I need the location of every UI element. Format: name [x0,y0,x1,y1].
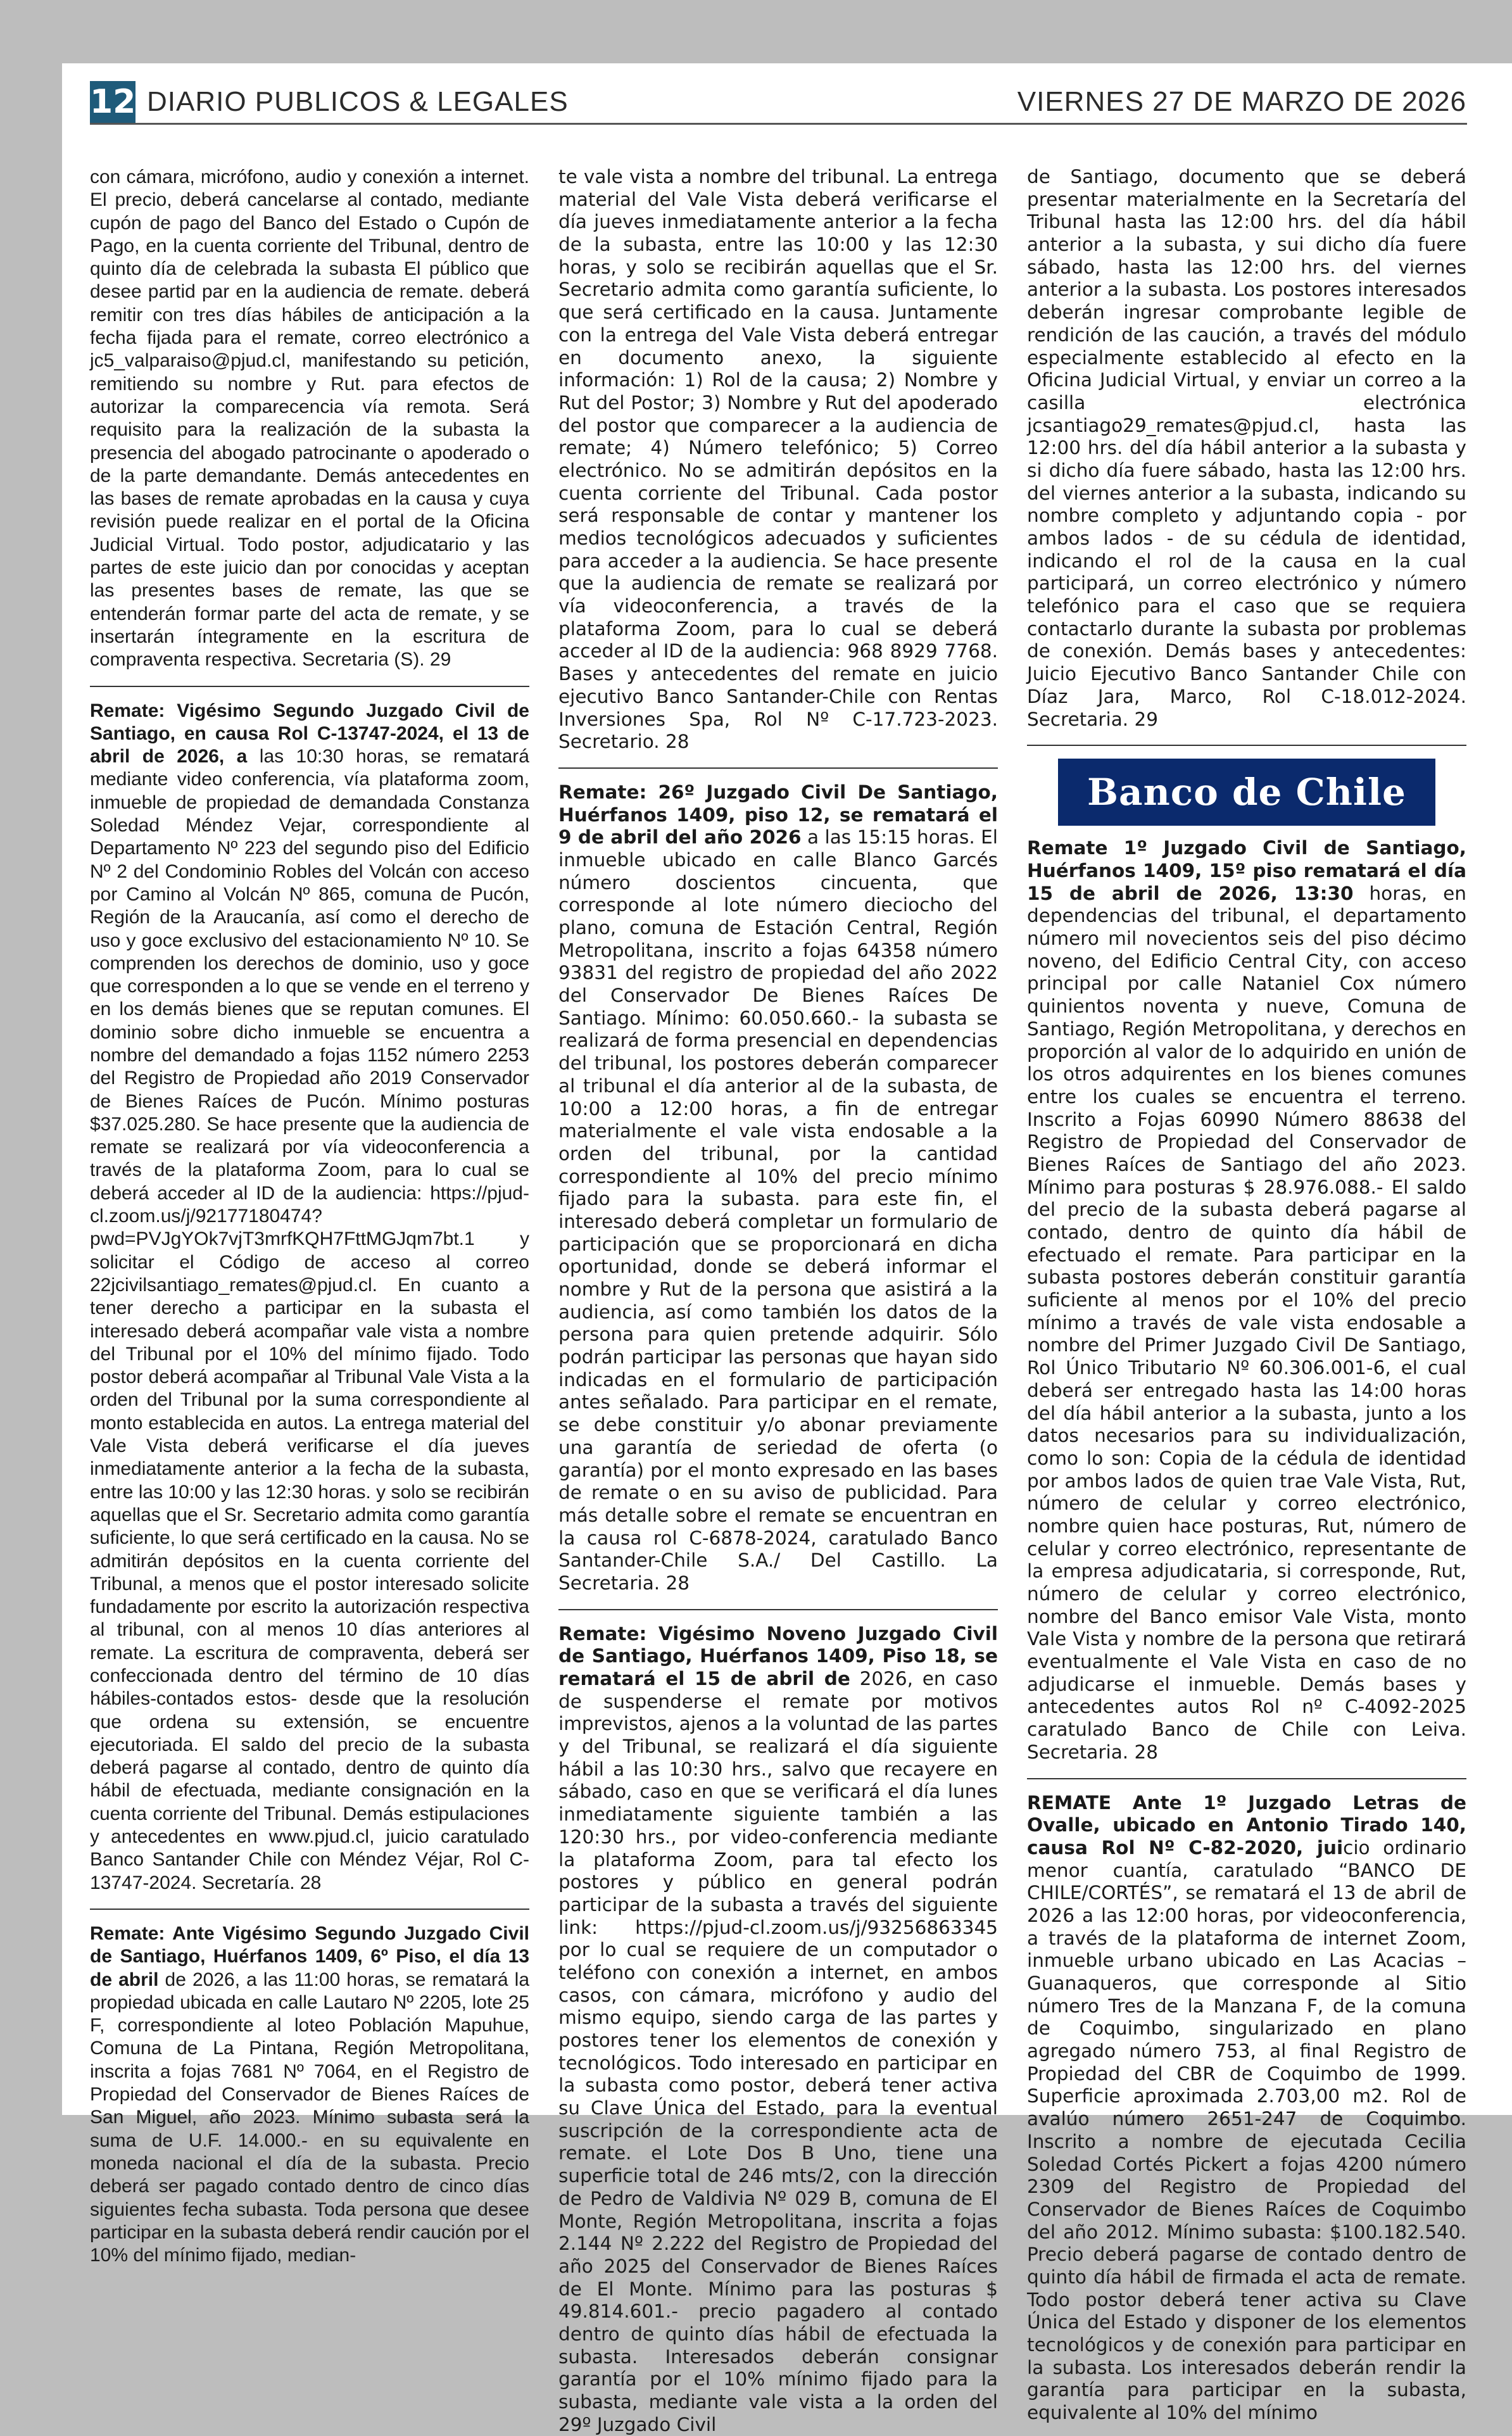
notice [90,1922,529,2267]
banco-de-chile-logo: Banco de Chile [1058,759,1435,826]
notice-body: horas, en dependencias del tribunal, el departamento número mil novecientos seis del piso décimo noveno, del Edificio Central City, con acceso principal por calle Nataniel Cox número quinientos noventa y nueve, Comuna de Santiago, Región Metropolitana, y derechos en proporción al valor de lo adquirido en unión de los otros adquirentes en los bienes comunes entre los cuales se encuentra el terreno. Inscrito a Fojas 60990 Número 88638 del Registro de Propiedad del Conservador de Bienes Raíces de Santiago del año 2023. Mínimo para posturas $ 28.976.088.- El saldo del precio de la subasta deberá pagarse al contado, dentro de quinto día hábil de efectuado el remate. Para participar en la subasta postores deberán constituir garantía suficiente al menos por el 10% del precio mínimo a través de vale vista endosable a nombre del Primer Juzgado Civil De Santiago, Rol Único Tributario Nº 60.306.001-6, el cual deberá ser entregado hasta las 14:00 horas del día hábil anterior a la subasta, junto a los datos necesarios para su individualización, como lo son: Copia de la cédula de identidad por ambos lados de quien trae Vale Vista, Rut, número de celular y correo electrónico, nombre quien hace posturas, Rut, número de celular y correo electrónico, representante de la empresa adjudicataria, si corresponde, Rut, número de celular y correo electrónico, nombre del Banco emisor Vale Vista, monto Vale Vista y nombre de la persona que retirará eventualmente el Vale Vista en caso de no adjudicarse el inmueble. Demás bases y antecedentes autos Rol nº C-4092-2025 caratulado Banco de Chile con Leiva. Secretaria. 28 [1027,882,1466,1763]
notice-divider [1027,745,1466,746]
notice-lead: Remate: Vigésimo Noveno Juzgado Civil de Santiago, Huérfanos 1409, Piso 18, se rematará el 15 de abril de [558,1622,998,1689]
publication-title: DIARIO PUBLICOS & LEGALES [147,86,569,117]
publication-date: VIERNES 27 DE MARZO DE 2026 [1017,86,1466,117]
notice [90,700,529,1895]
notice [558,781,998,1595]
notice-body: a las 15:15 horas. El inmueble ubicado en calle Blanco Garcés número doscientos cincuenta, que corresponde al lote número dieciocho del plano, comuna de Estación Central, Región Metropolitana, inscrito a fojas 64358 número 93831 del registro de propiedad del año 2022 del Conservador De Bienes Raíces De Santiago. Mínimo: 60.050.660.- la subasta se realizará de forma presencial en dependencias del tribunal, los postores deberán comparecer al tribunal el día anterior al de la subasta, de 10:00 a 12:00 horas, a fin de entregar materialmente el vale vista endosable a la orden del tribunal, por la cantidad correspondiente al 10% del precio mínimo fijado para la subasta. para este fin, el interesado deberá completar un formulario de participación que se proporcionará en dicha oportunidad, donde se deberá informar el nombre y Rut de la persona que asistirá a la audiencia, así como también los datos de la persona para quien pretende adquirir. Sólo podrán participar las personas que hayan sido indicadas en el formulario de participación antes señalado. Para participar en el remate, se debe constituir y/o abonar previamente una garantía de seriedad de oferta (o garantía) por el monto expresado en las bases de remate o en su aviso de publicidad. Para más detalle sobre el remate se encuentran en la causa rol C-6878-2024, caratulado Banco Santander-Chile S.A./ Del Castillo. La Secretaria. 28 [558,826,998,1594]
column-1 [90,166,529,2266]
notice-continuation: te vale vista a nombre del tribunal. La entrega material del Vale Vista deberá verificarse el día jueves inmediatamente anterior a la fecha de la subasta, entre las 10:00 y las 12:30 horas, y solo se recibirán aquellas que el Sr. Secretario admita como garantía suficiente, lo que será certificado en la causa. Juntamente con la entrega del Vale Vista deberá entregar en documento anexo, la siguiente información: 1) Rol de la causa; 2) Nombre y Rut del Postor; 3) Nombre y Rut del apoderado del postor que comparecer a la audiencia de remate; 4) Número telefónico; 5) Correo electrónico. No se admitirán depósitos en la cuenta corriente del Tribunal. Cada postor será responsable de contar y mantener los medios tecnológicos adecuados y suficientes para acceder a la audiencia. Se hace presente que la audiencia de remate se realizará por vía videoconferencia, a través de la plataforma Zoom, para lo cual se deberá acceder al ID de la audiencia: 968 8929 7768. Bases y antecedentes del remate en juicio ejecutivo Banco Santander-Chile con Rentas Inversiones Spa, Rol Nº C-17.723-2023. Secretario. 28 [558,166,998,753]
notice-body: de 2026, a las 11:00 horas, se rematará la propiedad ubicada en calle Lautaro Nº 2205, lote 25 F, correspondiente al loteo Población Mapuhue, Comuna de La Pintana, Región Metropolitana, inscrita a fojas 7681 Nº 7064, en el Registro de Propiedad del Conservador de Bienes Raíces de San Miguel, año 2023. Mínimo subasta será la suma de U.F. 14.000.- en su equivalente en moneda nacional el día de la subasta. Precio deberá ser pagado contado dentro de cinco días siguientes fecha subasta. Toda persona que desee participar en la subasta deberá rendir caución por el 10% del mínimo fijado, median- [90,1969,529,2266]
notice-divider [90,1909,529,1910]
notice-lead: Remate 1º Juzgado Civil de Santiago, Huérfanos 1409, 15º piso rematará el día 15 de abril de 2026, 13:30 [1027,837,1466,904]
notice [1027,1792,1466,2425]
column-2 [558,166,998,2435]
notice-divider [558,767,998,769]
column-3 [1027,166,1466,2424]
notice-lead: Remate: 26º Juzgado Civil De Santiago, Huérfanos 1409, piso 12, se rematará el 9 de abril del año 2026 [558,781,998,849]
notice-divider [1027,1778,1466,1779]
notice-divider [90,686,529,687]
page-number: 12 [90,81,135,123]
notice-body: las 10:30 horas, se rematará mediante video conferencia, vía plataforma zoom, inmueble de propiedad de demandada Constanza Soledad Méndez Vejar, correspondiente al Departamento Nº 223 del segundo piso del Edificio Nº 2 del Condominio Robles del Volcán con acceso por Camino al Volcán Nº 865, comuna de Pucón, Región de la Araucanía, así como el derecho de uso y goce exclusivo del estacionamiento Nº 10. Se comprenden los derechos de dominio, uso y goce que corresponden a lo que se vende en el terreno y en los demás bienes que se reputan comunes. El dominio sobre dicho inmueble se encuentra a nombre del demandado a fojas 1152 número 2253 del Registro de Propiedad año 2019 Conservador de Bienes Raíces de Pucón. Mínimo posturas $37.025.280. Se hace presente que la audiencia de remate se realizará por vía videoconferencia a través de la plataforma Zoom, para lo cual se deberá acceder al ID de la audiencia: https://pjud-cl.zoom.us/j/92177180474?pwd=PVJgYOk7vjT3mrfKQH7FttMGJqm7bt.1 y solicitar el Código de acceso al correo 22jcivilsantiago_remates@pjud.cl. En cuanto a tener derecho a participar en la subasta el interesado deberá acompañar vale vista a nombre del Tribunal por el 10% del mínimo fijado. Todo postor deberá acompañar al Tribunal Vale Vista a la orden del Tribunal por la suma correspondiente al monto establecida en autos. La entrega material del Vale Vista deberá verificarse el día jueves inmediatamente anterior a la fecha de la subasta, entre las 10:00 y las 12:30 horas. y solo se recibirán aquellas que el Sr. Secretario admita como garantía suficiente, lo que será certificado en la causa. No se admitirán depósitos en la cuenta corriente del Tribunal, a menos que el postor interesado solicite fundadamente por escrito la autorización respectiva al tribunal, con al menos 10 días anteriores al remate. La escritura de compraventa, deberá ser confeccionada dentro del término de 10 días hábiles-contados estos- desde que la resolución que ordena su extensión, se encuentre ejecutoriada. El saldo del precio de la subasta deberá pagarse al contado, dentro de quinto día hábil de efectuada, mediante consignación en la cuenta corriente del Tribunal. Demás estipulaciones y antecedentes en www.pjud.cl, juicio caratulado Banco Santander Chile con Méndez Véjar, Rol C-13747-2024. Secretaría. 28 [90,746,529,1893]
notice-divider [558,1609,998,1610]
notice-lead: REMATE Ante 1º Juzgado Letras de Ovalle, ubicado en Antonio Tirado 140, causa Rol Nº C-82-2020, jui [1027,1791,1466,1859]
bank-logo-wrap [1027,759,1466,826]
notice [1027,837,1466,1764]
notice-continuation: con cámara, micrófono, audio y conexión a internet. El precio, deberá cancelarse al contado, mediante cupón de pago del Banco del Estado o Cupón de Pago, en la cuenta corriente del Tribunal, dentro de quinto día de celebrada la subasta El público que desee partid par en la audiencia de remate. deberá remitir con tres días hábiles de anticipación a la fecha fijada para el remate, correo electrónico a jc5_valparaiso@pjud.cl, manifestando su petición, remitiendo su nombre y Rut. para efectos de autorizar la comparecencia vía remota. Será requisito para la realización de la subasta la presencia del abogado patrocinante o apoderado o de la parte demandante. Demás antecedentes en las bases de remate aprobadas en la causa y cuya revisión puede realizar en el portal de la Oficina Judicial Virtual. Todo postor, adjudicatario y las partes de este juicio dan por conocidas y aceptan las presentes bases de remate, las que se entenderán formar parte del acta de remate, y se insertarán íntegramente en la escritura de compraventa respectiva. Secretaria (S). 29 [90,167,529,671]
notice-body: 2026, en caso de suspenderse el remate por motivos imprevistos, ajenos a la voluntad de las partes y del Tribunal, se realizará el día siguiente hábil a las 10:30 hrs., salvo que recayere en sábado, caso en que se verificará el día lunes inmediatamente siguiente también a las 120:30 hrs., por video-conferencia mediante la plataforma Zoom, para tal efecto los postores y público en general podrán participar de la subasta a través del siguiente link: https://pjud-cl.zoom.us/j/93256863345 por lo cual se requiere de un computador o teléfono con conexión a internet, en ambos casos, con cámara, micrófono y audio del mismo equipo, siendo carga de las partes y postores tener los elementos de conexión y tecnológicos. Todo interesado en participar en la subasta como postor, deberá tener activa su Clave Única del Estado, para la eventual suscripción de la correspondiente acta de remate. el Lote Dos B Uno, tiene una superficie total de 246 mts/2, con la dirección de Pedro de Valdivia Nº 029 B, comuna de El Monte, Región Metropolitana, inscrita a fojas 2.144 Nº 2.222 del Registro de Propiedad del año 2025 del Conservador de Bienes Raíces de El Monte. Mínimo para las posturas $ 49.814.601.- precio pagadero al contado dentro de quinto días hábil de efectuada la subasta. Interesados deberán consignar garantía por el 10% mínimo fijado para la subasta, mediante vale vista a la orden del 29º Juzgado Civil [558,1668,998,2435]
header-rule [90,123,1467,125]
notice-body: cio ordinario menor cuantía, caratulado “BANCO DE CHILE/CORTÉS”, se rematará el 13 de abril de 2026 a las 12:00 horas, por videoconferencia, a través de la plataforma de internet Zoom, inmueble urbano ubicado en Las Acacias – Guanaqueros, que corresponde al Sitio número Tres de la Manzana F, de la comuna de Coquimbo, singularizado en plano agregado número 753, al final Registro de Propiedad del CBR de Coquimbo de 1999. Superficie aproximada 2.703,00 m2. Rol de avalúo número 2651-247 de Coquimbo. Inscrito a nombre de ejecutada Cecilia Soledad Cortés Pickert a fojas 4200 número 2309 del Registro de Propiedad del Conservador de Bienes Raíces de Coquimbo del año 2012. Mínimo subasta: $100.182.540. Precio deberá pagarse de contado dentro de quinto día hábil de firmada el acta de remate. Todo postor deberá tener activa su Clave Única del Estado y disponer de los elementos tecnológicos y de conexión para participar en la subasta. Los interesados deberán rendir la garantía para participar en la subasta, equivalente al 10% del mínimo [1027,1836,1466,2424]
notice-continuation: de Santiago, documento que se deberá presentar materialmente en la Secretaría del Tribunal hasta las 12:00 hrs. del día hábil anterior a la subasta, y sui dicho día fuere sábado, hasta las 12:00 hrs. del viernes anterior a la subasta. Los postores interesados deberán ingresar comprobante legible de rendición de las caución, a través del módulo especialmente establecido al efecto en la Oficina Judicial Virtual, y enviar un correo a la casilla electrónica jcsantiago29_remates@pjud.cl, hasta las 12:00 hrs. del día hábil anterior a la subasta y si dicho día fuere sábado, hasta las 12:00 hrs. del viernes anterior a la subasta, indicando su nombre completo y adjuntando copia - por ambos lados - de su cédula de identidad, indicando el rol de la causa en la cual participará, un correo electrónico y número telefónico para el caso que se requiera contactarlo durante la subasta por problemas de conexión. Demás bases y antecedentes: Juicio Ejecutivo Banco Santander Chile con Díaz Jara, Marco, Rol C-18.012-2024. Secretaria. 29 [1027,166,1466,730]
notice [558,1623,998,2436]
notice-lead: Remate: Vigésimo Segundo Juzgado Civil de Santiago, en causa Rol C-13747-2024, el 13 de abril de 2026, a [90,700,529,767]
notice-lead: Remate: Ante Vigésimo Segundo Juzgado Civil de Santiago, Huérfanos 1409, 6º Piso, el día 13 de abril [90,1922,529,1990]
